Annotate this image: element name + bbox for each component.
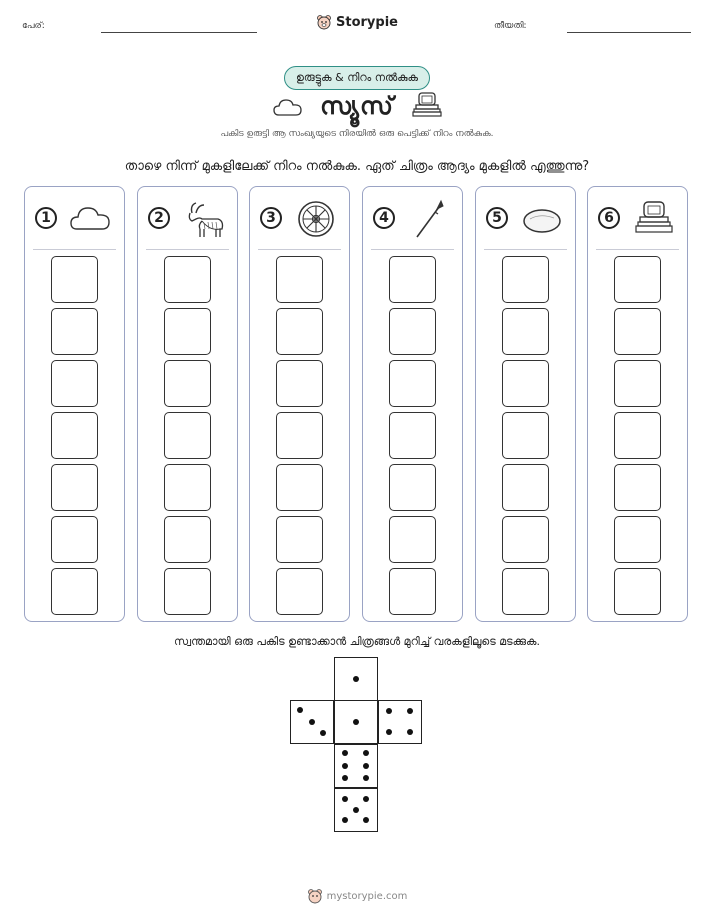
color-box[interactable] — [276, 360, 323, 407]
color-box[interactable] — [389, 360, 436, 407]
color-box[interactable] — [389, 308, 436, 355]
activity-badge: ഉരുട്ടുക & നിറം നൽകുക — [284, 66, 430, 90]
dice-pip — [309, 719, 315, 725]
color-box[interactable] — [164, 412, 211, 459]
dice-pip — [353, 807, 359, 813]
page-title: സ്യൂസ് — [320, 92, 394, 120]
column-divider — [371, 249, 454, 250]
color-box[interactable] — [389, 412, 436, 459]
dice-pip — [342, 775, 348, 781]
dice-pip — [363, 796, 369, 802]
instructions-subtitle: പകിട ഉരുട്ടി ആ സംഖ്യയുടെ നിരയിൽ ഒരു പെട്ടിക്ക് നിറം നൽകുക. — [220, 129, 494, 139]
bear-mascot-icon — [307, 888, 323, 904]
color-box[interactable] — [276, 412, 323, 459]
column-5 — [475, 186, 576, 622]
bear-mascot-icon — [316, 14, 332, 30]
color-box[interactable] — [276, 256, 323, 303]
color-box[interactable] — [276, 568, 323, 615]
dice-pip — [342, 796, 348, 802]
color-box[interactable] — [502, 308, 549, 355]
column-3 — [249, 186, 350, 622]
color-box[interactable] — [51, 516, 98, 563]
name-label: പേര്: — [22, 21, 45, 31]
column-4 — [362, 186, 463, 622]
dice-pip — [342, 763, 348, 769]
dice-pip — [363, 763, 369, 769]
color-box[interactable] — [164, 516, 211, 563]
dice-face — [334, 744, 378, 788]
color-box[interactable] — [51, 464, 98, 511]
name-line[interactable] — [101, 32, 257, 33]
color-box[interactable] — [614, 308, 661, 355]
dice-pip — [353, 676, 359, 682]
dice-pip — [407, 729, 413, 735]
color-box[interactable] — [389, 516, 436, 563]
color-box[interactable] — [502, 412, 549, 459]
dice-pip — [363, 775, 369, 781]
color-box[interactable] — [614, 256, 661, 303]
column-divider — [596, 249, 679, 250]
dice-instruction: സ്വന്തമായി ഒരു പകിട ഉണ്ടാക്കാൻ ചിത്രങ്ങൾ മുറിച്ച് വരകളിലൂടെ മടക്കുക. — [174, 635, 540, 648]
color-box[interactable] — [389, 256, 436, 303]
color-box[interactable] — [502, 568, 549, 615]
dice-pip — [342, 817, 348, 823]
dice-face — [290, 700, 334, 744]
throne-icon — [412, 90, 442, 120]
column-number: 3 — [260, 207, 282, 229]
dice-pip — [320, 730, 326, 736]
column-number: 1 — [35, 207, 57, 229]
throne-icon — [632, 199, 676, 239]
dice-pip — [353, 719, 359, 725]
dice-pip — [386, 708, 392, 714]
footer-url[interactable]: mystorypie.com — [326, 890, 408, 902]
color-box[interactable] — [164, 360, 211, 407]
dice-pip — [297, 707, 303, 713]
dice-pip — [342, 750, 348, 756]
color-box[interactable] — [276, 464, 323, 511]
color-box[interactable] — [164, 464, 211, 511]
stone-icon — [520, 199, 564, 239]
brand-name: Storypie — [336, 14, 398, 30]
color-box[interactable] — [389, 568, 436, 615]
color-box[interactable] — [164, 256, 211, 303]
wheel-icon — [294, 199, 338, 239]
color-box[interactable] — [51, 568, 98, 615]
color-box[interactable] — [614, 412, 661, 459]
color-box[interactable] — [614, 516, 661, 563]
dice-pip — [363, 750, 369, 756]
column-2 — [137, 186, 238, 622]
date-line[interactable] — [567, 32, 691, 33]
color-box[interactable] — [614, 568, 661, 615]
dice-face — [334, 788, 378, 832]
date-label: തീയതി: — [494, 21, 527, 31]
goat-icon — [182, 199, 226, 239]
dice-face — [334, 657, 378, 701]
color-box[interactable] — [614, 464, 661, 511]
column-number: 5 — [486, 207, 508, 229]
color-box[interactable] — [51, 256, 98, 303]
dice-pip — [407, 708, 413, 714]
color-box[interactable] — [51, 308, 98, 355]
column-number: 2 — [148, 207, 170, 229]
color-box[interactable] — [276, 308, 323, 355]
dice-face — [378, 700, 422, 744]
color-box[interactable] — [614, 360, 661, 407]
color-box[interactable] — [502, 256, 549, 303]
column-divider — [484, 249, 567, 250]
brand-logo — [0, 14, 714, 30]
color-box[interactable] — [51, 412, 98, 459]
column-number: 6 — [598, 207, 620, 229]
color-box[interactable] — [502, 360, 549, 407]
question-text: താഴെ നിന്ന് മുകളിലേക്ക് നിറം നൽകുക. ഏത് ചിത്രം ആദ്യം മുകളിൽ എത്തുന്നു? — [124, 159, 590, 174]
column-divider — [146, 249, 229, 250]
cloud-icon — [69, 199, 113, 239]
dice-pip — [386, 729, 392, 735]
dice-face — [334, 700, 378, 744]
color-box[interactable] — [389, 464, 436, 511]
footer — [0, 888, 714, 904]
color-box[interactable] — [502, 464, 549, 511]
color-box[interactable] — [164, 308, 211, 355]
dice-pip — [363, 817, 369, 823]
column-6 — [587, 186, 688, 622]
color-box[interactable] — [502, 516, 549, 563]
color-box[interactable] — [164, 568, 211, 615]
column-1 — [24, 186, 125, 622]
column-divider — [258, 249, 341, 250]
color-box[interactable] — [51, 360, 98, 407]
spear-icon — [407, 199, 451, 239]
column-number: 4 — [373, 207, 395, 229]
column-divider — [33, 249, 116, 250]
color-box[interactable] — [276, 516, 323, 563]
